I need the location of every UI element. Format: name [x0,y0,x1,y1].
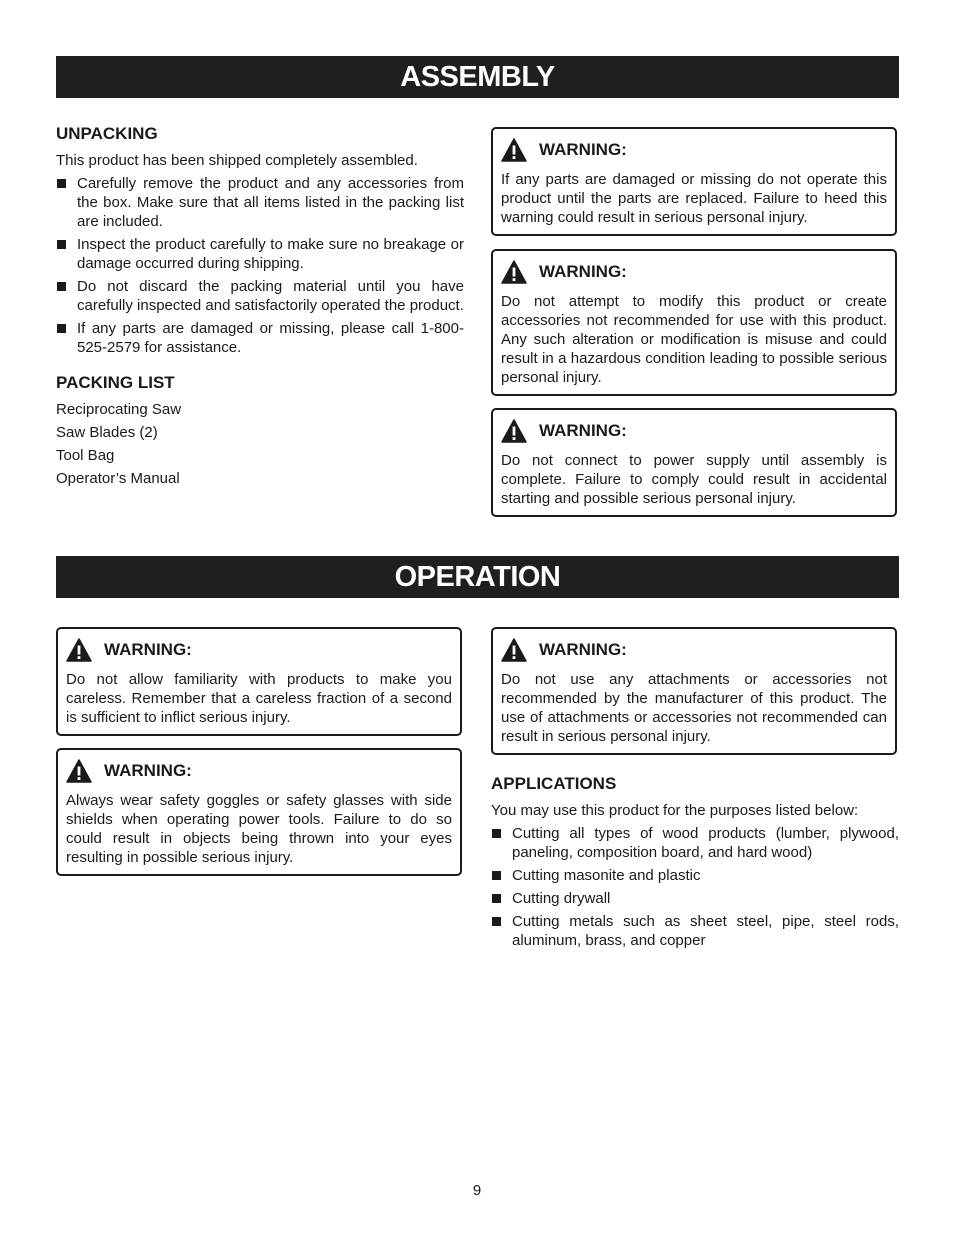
bullet-square-icon [57,179,66,188]
packing-list [56,400,464,488]
unpacking-heading: UNPACKING [56,124,158,143]
list-item: If any parts are damaged or missing, please call 1-800-525-2579 for assistance. [56,319,464,357]
warning-text: Do not allow familiarity with products to make you careless. Remember that a careless fraction of a second is sufficient to inflict serious injury. [66,671,452,726]
assembly-title: ASSEMBLY [56,56,899,98]
applications-section [491,774,899,954]
warning-label: WARNING: [539,640,627,659]
warning-box [56,748,462,876]
warning-label: WARNING: [539,421,627,440]
list-item: Do not discard the packing material until you have carefully inspected and satisfactorily operated the product. [56,277,464,315]
bullet-square-icon [57,282,66,291]
warning-box [56,627,462,736]
warning-label: WARNING: [104,640,192,659]
warning-triangle-icon [501,419,527,443]
list-item: Operator’s Manual [56,470,180,487]
unpacking-intro: This product has been shipped completely assembled. [56,152,418,169]
warning-text: Always wear safety goggles or safety glasses with side shields when operating power tools. Failure to do so could result in objects being thrown into your eyes resulting in possible serious injury. [66,792,452,866]
page-number: 9 [472,1182,482,1199]
list-item: Carefully remove the product and any accessories from the box. Make sure that all items listed in the packing list are included. [56,174,464,231]
list-item: Saw Blades (2) [56,424,158,441]
list-item: Cutting all types of wood products (lumber, plywood, paneling, composition board, and hard wood) [491,824,899,862]
warning-box [491,127,897,236]
warning-text: Do not connect to power supply until assembly is complete. Failure to comply could result in accidental starting and possible serious personal injury. [501,452,887,507]
list-item: Tool Bag [56,447,115,464]
bullet-square-icon [492,871,501,880]
assembly-left-column [56,124,464,492]
bullet-square-icon [57,324,66,333]
bullet-square-icon [492,829,501,838]
warning-triangle-icon [501,638,527,662]
warning-triangle-icon [501,138,527,162]
list-item: Reciprocating Saw [56,401,182,418]
operation-title: OPERATION [56,556,899,598]
bullet-square-icon [57,240,66,249]
warning-triangle-icon [501,260,527,284]
packing-list-heading: PACKING LIST [56,373,175,392]
warning-box [491,249,897,396]
warning-label: WARNING: [539,262,627,281]
applications-intro: You may use this product for the purposes listed below: [491,802,859,819]
bullet-square-icon [492,894,501,903]
warning-text: If any parts are damaged or missing do not operate this product until the parts are replaced. Failure to heed this warning could result in serious personal injury. [501,171,887,226]
list-item: Cutting masonite and plastic [491,866,899,885]
warning-box [491,408,897,517]
unpacking-list [56,174,464,357]
applications-list [491,824,899,950]
applications-heading: APPLICATIONS [491,774,617,793]
warning-text: Do not attempt to modify this product or create accessories not recommended for use with this product. Any such alteration or modification is misuse and could result in a hazardous condition leading to possible serious personal injury. [501,293,887,386]
warning-label: WARNING: [539,140,627,159]
list-item: Cutting drywall [491,889,899,908]
warning-label: WARNING: [104,761,192,780]
bullet-square-icon [492,917,501,926]
list-item: Inspect the product carefully to make sure no breakage or damage occurred during shipping. [56,235,464,273]
warning-text: Do not use any attachments or accessories not recommended by the manufacturer of this product. The use of attachments or accessories not recommended can result in serious personal injury. [501,671,887,745]
warning-triangle-icon [66,759,92,783]
list-item: Cutting metals such as sheet steel, pipe, steel rods, aluminum, brass, and copper [491,912,899,950]
warning-triangle-icon [66,638,92,662]
warning-box [491,627,897,755]
